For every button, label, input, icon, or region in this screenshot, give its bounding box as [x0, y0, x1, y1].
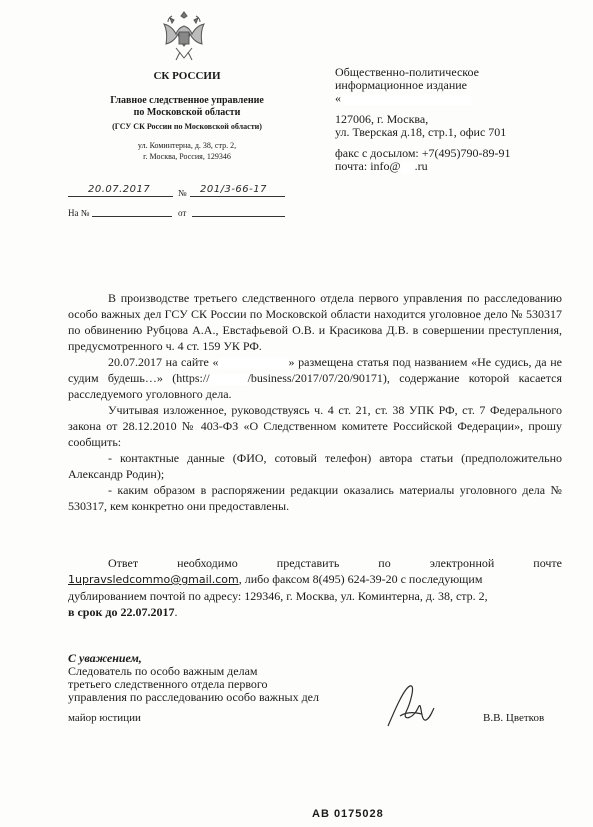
- email-link[interactable]: 1upravsledcommo@gmail.com: [68, 573, 239, 586]
- double-headed-eagle-emblem: [158, 8, 210, 66]
- response-line: [68, 571, 562, 588]
- addressee-line: ул. Тверская д.18, стр.1, офис 701: [335, 125, 507, 139]
- redacted-block: [219, 358, 289, 369]
- addressee-line: Общественно-политическое: [335, 65, 479, 79]
- addressee-line: факс с досылом: +7(495)790-89-91: [335, 146, 511, 160]
- text-fragment: .: [174, 605, 178, 619]
- date-blank: [68, 196, 173, 197]
- text-fragment: 20.07.2017 на сайте «: [108, 355, 219, 369]
- redacted-block: [210, 374, 248, 385]
- reference-blank: [92, 216, 172, 217]
- greeting: С уважением,: [68, 651, 142, 665]
- from-blank: [192, 216, 285, 217]
- position-line: третьего следственного отдела первого: [68, 677, 268, 691]
- handwritten-date: 20.07.2017: [88, 184, 151, 195]
- addressee-block: [335, 66, 511, 173]
- from-label: от: [178, 208, 187, 218]
- authority-abbreviation: (ГСУ СК России по Московской области): [112, 122, 262, 131]
- authority-department: [82, 95, 292, 119]
- number-label: №: [178, 188, 187, 198]
- redacted-block: [341, 94, 471, 105]
- address-line: г. Москва, Россия, 129346: [143, 152, 231, 161]
- department-line: Главное следственное управление: [110, 95, 264, 106]
- deadline: в срок до 22.07.2017: [68, 605, 175, 619]
- redacted-block: [401, 162, 415, 173]
- handwritten-number: 201/3-66-17: [200, 184, 267, 195]
- authority-title: СК РОССИИ: [153, 70, 221, 82]
- text-fragment: » размещена статья под названием «Не судись, да не судим будешь…» (https://: [68, 355, 562, 385]
- body-paragraph: [68, 354, 562, 402]
- body-paragraph: - контактные данные (ФИО, сотовый телефон) автора статьи (предположительно Александр Родин);: [68, 451, 562, 481]
- body-paragraph: Учитывая изложенное, руководствуясь ч. 4 ст. 21, ст. 38 УПК РФ, ст. 7 Федерального закона от 28.12.2010 № 403-ФЗ «О Следственном комитете Российской Федерации», прошу сообщить:: [68, 403, 562, 449]
- body-paragraph: - каким образом в распоряжении редакции оказались материалы уголовного дела № 530317, кем конкретно они предоставлены.: [68, 483, 562, 513]
- address-line: ул. Коминтерна, д. 38, стр. 2,: [137, 141, 237, 150]
- body-paragraph: В производстве третьего следственного отдела первого управления по расследованию особо важных дел ГСУ СК России по Московской области находится уголовное дело № 530317 по обвинению Рубцова А.А., Евстафьевой О.В. и Красикова Д.В. в совершении преступления, предусмотренного ч. 4 ст. 159 УК РФ.: [68, 291, 562, 353]
- addressee-line: информационное издание: [335, 78, 467, 92]
- form-serial-number: АВ 0175028: [312, 808, 384, 820]
- response-line: [68, 604, 562, 620]
- letter-body: [68, 290, 562, 514]
- handwritten-signature: [380, 682, 440, 732]
- response-request: [68, 555, 562, 620]
- rank: майор юстиции: [68, 712, 141, 724]
- authority-address: [82, 140, 292, 162]
- email-suffix: .ru: [414, 159, 428, 173]
- position-line: управления по расследованию особо важных дел: [68, 690, 319, 704]
- response-line: Ответ необходимо представить по электронной почте: [108, 556, 562, 570]
- addressee-line: [335, 160, 511, 173]
- position-line: Следователь по особо важным делам: [68, 664, 258, 678]
- addressee-line: 127006, г. Москва,: [335, 112, 429, 126]
- reference-label: На №: [68, 208, 90, 218]
- text-fragment: , либо факсом 8(495) 624-39-20 с последующим: [238, 572, 483, 586]
- response-line: дублированием почтой по адресу: 129346, г. Москва, ул. Коминтерна, д. 38, стр. 2,: [68, 589, 488, 603]
- department-line: по Московской области: [133, 107, 241, 118]
- number-blank: [190, 196, 285, 197]
- quote-open: «: [335, 91, 341, 105]
- email-prefix: почта: info@: [335, 159, 401, 173]
- signer-name: В.В. Цветков: [483, 712, 545, 724]
- closing-block: [68, 652, 319, 704]
- addressee-line: [335, 92, 511, 105]
- text-fragment: /business/2017/07/20/90171), содержание которой касается расследуемого уголовного дела.: [68, 371, 562, 401]
